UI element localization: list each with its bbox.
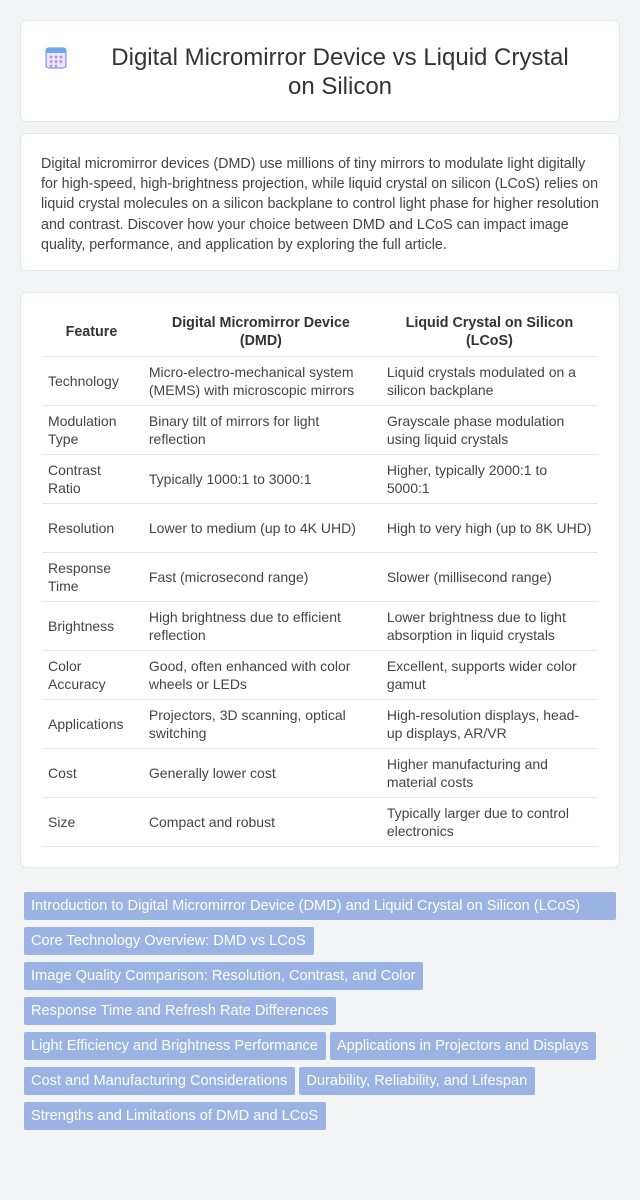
table-header-row	[42, 308, 598, 356]
table-row	[42, 748, 598, 797]
cell-dmd: Typically 1000:1 to 3000:1	[143, 454, 379, 503]
table-row	[42, 454, 598, 503]
cell-feature: Resolution	[42, 503, 141, 552]
toc-link[interactable]: Durability, Reliability, and Lifespan	[299, 1067, 535, 1095]
page-title: Digital Micromirror Device vs Liquid Crystal on Silicon	[111, 44, 569, 100]
cell-feature: Applications	[42, 699, 141, 748]
cell-dmd: Fast (microsecond range)	[143, 552, 379, 601]
toc-link[interactable]: Core Technology Overview: DMD vs LCoS	[24, 927, 314, 955]
comparison-table-card	[20, 292, 620, 868]
toc-link[interactable]: Introduction to Digital Micromirror Device (DMD) and Liquid Crystal on Silicon (LCoS)	[24, 892, 616, 920]
table-row	[42, 797, 598, 846]
cell-feature: Cost	[42, 748, 141, 797]
cell-dmd: Good, often enhanced with color wheels or LEDs	[143, 650, 379, 699]
cell-dmd: Generally lower cost	[143, 748, 379, 797]
cell-lcos: Grayscale phase modulation using liquid crystals	[381, 405, 598, 454]
toc-link[interactable]: Cost and Manufacturing Considerations	[24, 1067, 295, 1095]
cell-feature: Response Time	[42, 552, 141, 601]
table-row	[42, 552, 598, 601]
cell-lcos: Higher, typically 2000:1 to 5000:1	[381, 454, 598, 503]
table-row	[42, 650, 598, 699]
cell-lcos: High to very high (up to 8K UHD)	[381, 503, 598, 552]
header-card	[20, 20, 620, 122]
cell-dmd: Compact and robust	[143, 797, 379, 846]
intro-paragraph: Digital micromirror devices (DMD) use millions of tiny mirrors to modulate light digitally for high-speed, high-brightness projection, while liquid crystal on silicon (LCoS) relies on liquid crystal molecules on a silicon backplane to control light phase for higher resolution and contrast. Discover how your choice between DMD and LCoS can impact image quality, performance, and application by exploring the full article.	[41, 156, 599, 253]
cell-feature: Color Accuracy	[42, 650, 141, 699]
header-lcos: Liquid Crystal on Silicon (LCoS)	[381, 308, 598, 356]
header-feature: Feature	[42, 308, 141, 356]
cell-dmd: Projectors, 3D scanning, optical switching	[143, 699, 379, 748]
table-row	[42, 405, 598, 454]
header-dmd: Digital Micromirror Device (DMD)	[143, 308, 379, 356]
table-row	[42, 503, 598, 552]
related-links	[24, 892, 618, 1137]
cell-feature: Modulation Type	[42, 405, 141, 454]
table-row	[42, 356, 598, 405]
cell-dmd: Micro-electro-mechanical system (MEMS) with microscopic mirrors	[143, 356, 379, 405]
toc-link[interactable]: Image Quality Comparison: Resolution, Contrast, and Color	[24, 962, 423, 990]
toc-link[interactable]: Response Time and Refresh Rate Differences	[24, 997, 336, 1025]
cell-feature: Brightness	[42, 601, 141, 650]
cell-lcos: Lower brightness due to light absorption in liquid crystals	[381, 601, 598, 650]
cell-lcos: Liquid crystals modulated on a silicon backplane	[381, 356, 598, 405]
cell-feature: Contrast Ratio	[42, 454, 141, 503]
toc-link[interactable]: Strengths and Limitations of DMD and LCoS	[24, 1102, 326, 1130]
cell-lcos: Higher manufacturing and material costs	[381, 748, 598, 797]
table-row	[42, 601, 598, 650]
cell-dmd: Binary tilt of mirrors for light reflection	[143, 405, 379, 454]
toc-link[interactable]: Light Efficiency and Brightness Performance	[24, 1032, 326, 1060]
cell-dmd: High brightness due to efficient reflection	[143, 601, 379, 650]
cell-lcos: Typically larger due to control electronics	[381, 797, 598, 846]
intro-card	[20, 133, 620, 271]
cell-lcos: Slower (millisecond range)	[381, 552, 598, 601]
cell-dmd: Lower to medium (up to 4K UHD)	[143, 503, 379, 552]
cell-lcos: Excellent, supports wider color gamut	[381, 650, 598, 699]
comparison-table	[42, 308, 598, 847]
table-row	[42, 699, 598, 748]
cell-lcos: High-resolution displays, head-up displays, AR/VR	[381, 699, 598, 748]
toc-link[interactable]: Applications in Projectors and Displays	[330, 1032, 596, 1060]
cell-feature: Technology	[42, 356, 141, 405]
cell-feature: Size	[42, 797, 141, 846]
